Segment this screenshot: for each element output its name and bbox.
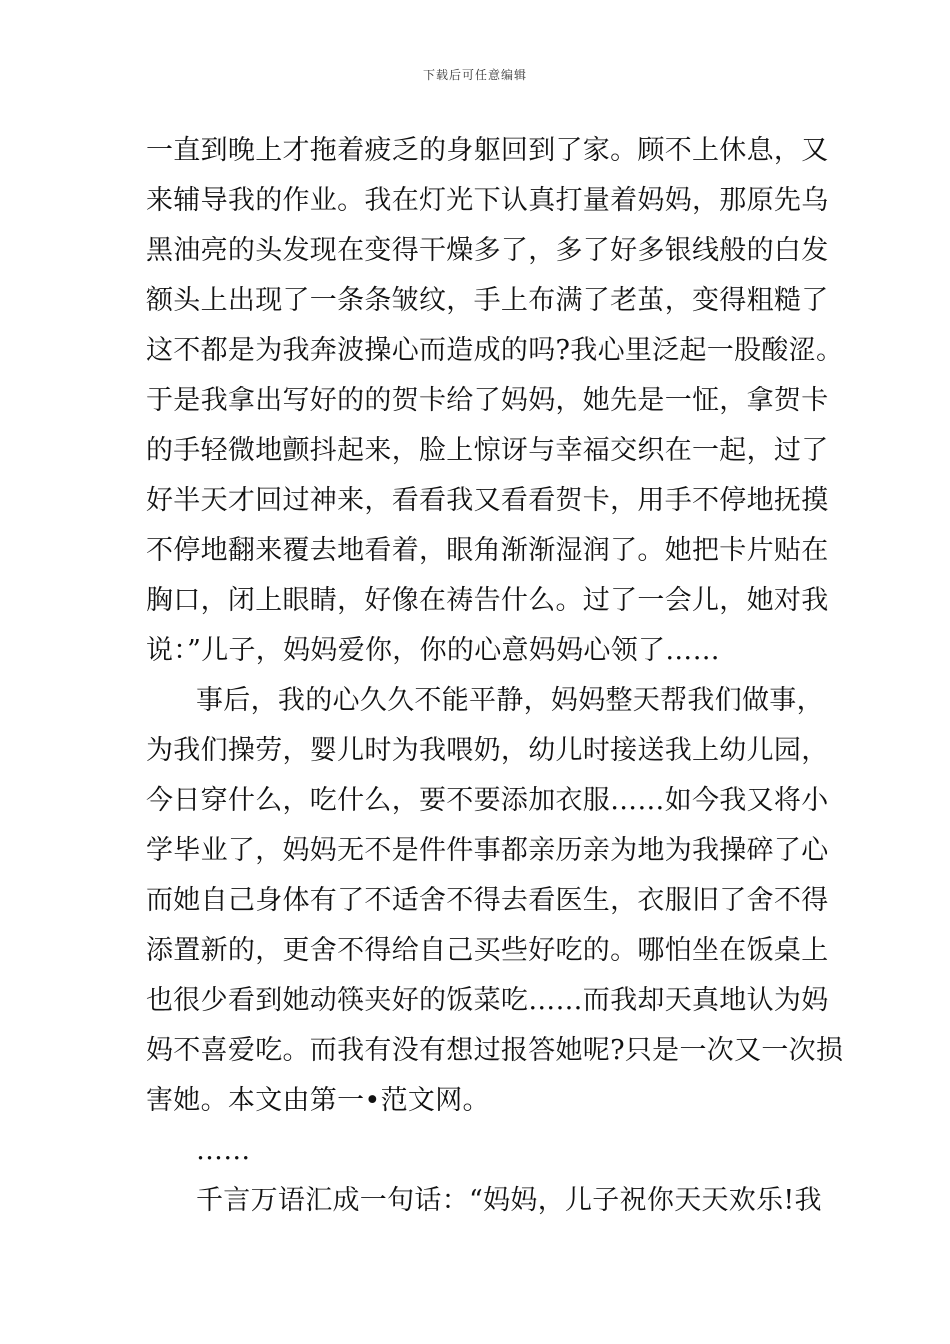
- text-line: 额头上出现了一条条皱纹，手上布满了老茧，变得粗糙了: [146, 285, 829, 316]
- text-line: 胸口，闭上眼睛，好像在祷告什么。过了一会儿，她对我: [146, 585, 829, 616]
- text-line: 也很少看到她动筷夹好的饭菜吃……而我却天真地认为妈: [146, 985, 829, 1016]
- text-line: 而她自己身体有了不适舍不得去看医生，衣服旧了舍不得: [146, 885, 829, 916]
- text-line: 为我们操劳，婴儿时为我喂奶，幼儿时接送我上幼儿园，: [146, 735, 829, 766]
- text-line: 于是我拿出写好的的贺卡给了妈妈，她先是一怔，拿贺卡: [146, 385, 829, 416]
- text-line: 来辅导我的作业。我在灯光下认真打量着妈妈，那原先乌: [146, 185, 829, 216]
- text-line: 的手轻微地颤抖起来，脸上惊讶与幸福交织在一起，过了: [146, 435, 829, 466]
- text-line: 黑油亮的头发现在变得干燥多了，多了好多银线般的白发: [146, 235, 829, 266]
- text-line: 这不都是为我奔波操心而造成的吗?我心里泛起一股酸涩。: [146, 335, 844, 366]
- document-body: [146, 126, 844, 1226]
- ellipsis-line: ……: [196, 1135, 251, 1166]
- text-line: 害她。本文由第一•范文网。: [146, 1085, 490, 1116]
- text-line: 妈不喜爱吃。而我有没有想过报答她呢?只是一次又一次损: [146, 1035, 844, 1066]
- text-line: 好半天才回过神来，看看我又看看贺卡，用手不停地抚摸: [146, 485, 829, 516]
- text-line: 添置新的，更舍不得给自己买些好吃的。哪怕坐在饭桌上: [146, 935, 829, 966]
- text-line: 说：”儿子，妈妈爱你，你的心意妈妈心领了……: [146, 635, 720, 666]
- text-line: 学毕业了，妈妈无不是件件事都亲历亲为地为我操碎了心: [146, 835, 829, 866]
- text-line: 今日穿什么，吃什么，要不要添加衣服……如今我又将小: [146, 785, 829, 816]
- text-line: 一直到晚上才拖着疲乏的身躯回到了家。顾不上休息，又: [146, 135, 829, 166]
- page-header-note: 下载后可任意编辑: [422, 68, 527, 82]
- text-line: 不停地翻来覆去地看着，眼角渐渐湿润了。她把卡片贴在: [146, 535, 829, 566]
- paragraph-start-line: 千言万语汇成一句话：“妈妈，儿子祝你天天欢乐!我: [196, 1185, 822, 1216]
- paragraph-start-line: 事后，我的心久久不能平静，妈妈整天帮我们做事，: [196, 685, 824, 716]
